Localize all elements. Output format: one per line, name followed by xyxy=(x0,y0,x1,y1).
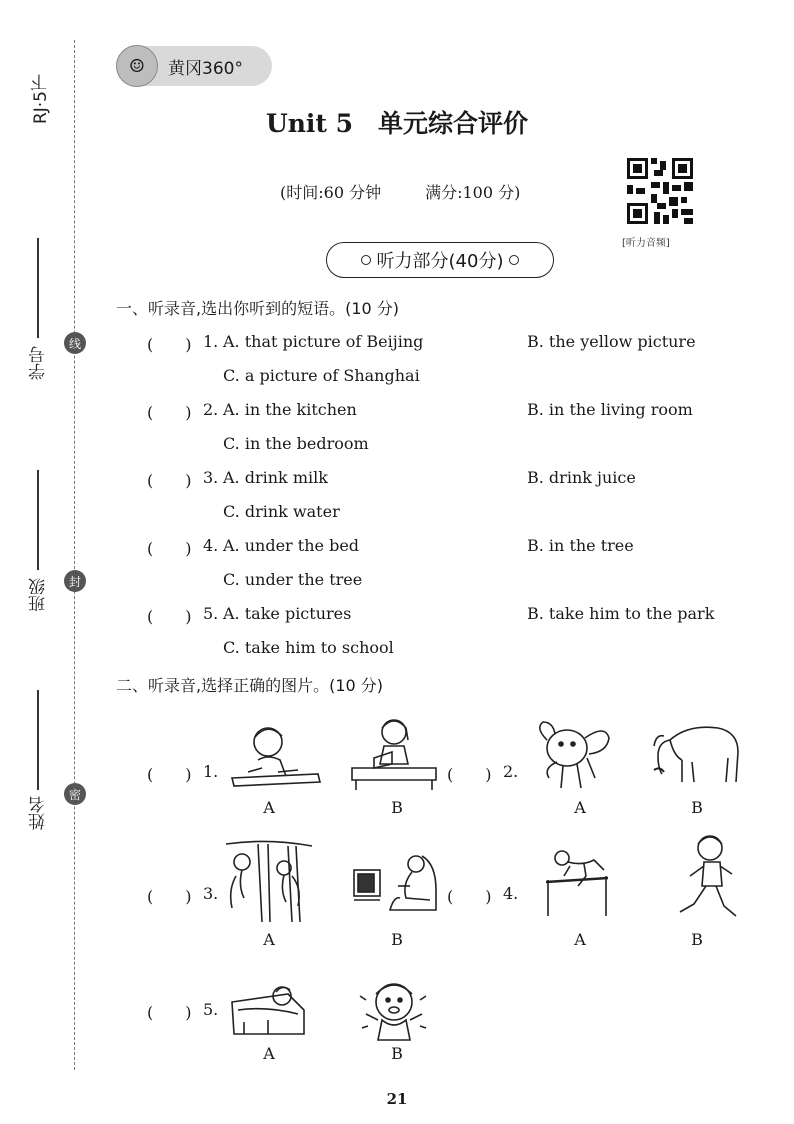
watching-tv-picture[interactable] xyxy=(350,850,440,914)
item-number: 5. xyxy=(203,604,219,623)
option-b: B. drink juice xyxy=(527,468,636,487)
answer-bracket[interactable]: ( ) xyxy=(147,887,192,906)
section-listening xyxy=(326,242,554,278)
exam-time: (时间:60 分钟 xyxy=(280,183,382,202)
option-c: C. drink water xyxy=(223,502,340,521)
option-c: C. under the tree xyxy=(223,570,363,589)
option-a: A. in the kitchen xyxy=(223,400,357,419)
qr-code-icon[interactable] xyxy=(627,158,693,224)
high-jump-picture[interactable] xyxy=(540,846,614,918)
binding-dashed-line xyxy=(74,40,75,1070)
item-number: 2. xyxy=(203,400,219,419)
answer-bracket[interactable]: ( ) xyxy=(147,539,192,558)
section-title: 听力部分(40分) xyxy=(376,251,504,272)
option-b: B. in the living room xyxy=(527,400,693,419)
item-number: 1. xyxy=(203,762,219,781)
page-number: 21 xyxy=(386,1090,408,1108)
scared-boy-picture[interactable] xyxy=(356,976,432,1044)
option-b: B. in the tree xyxy=(527,536,634,555)
option-b-label: B xyxy=(391,930,403,949)
option-b-label: B xyxy=(391,1044,403,1063)
option-a: A. drink milk xyxy=(223,468,328,487)
edition-label: RJ·5下 xyxy=(31,74,51,125)
class-label: 班级 xyxy=(29,578,49,612)
brand-name: 黄冈360° xyxy=(168,58,243,79)
exam-score: 满分:100 分) xyxy=(425,183,521,202)
option-c: C. a picture of Shanghai xyxy=(223,366,420,385)
circle-icon xyxy=(509,255,519,265)
exam-meta xyxy=(280,180,564,203)
class-blank[interactable] xyxy=(37,470,39,570)
circle-icon xyxy=(361,255,371,265)
option-a-label: A xyxy=(574,930,586,949)
monkeys-in-tree-picture[interactable] xyxy=(222,836,316,924)
brand-badge xyxy=(116,46,272,86)
answer-bracket[interactable]: ( ) xyxy=(147,765,192,784)
item-number: 3. xyxy=(203,468,219,487)
option-b-label: B xyxy=(691,930,703,949)
seal-mi: 密 xyxy=(64,783,86,805)
item-number: 5. xyxy=(203,1000,219,1019)
item-number: 4. xyxy=(203,536,219,555)
qr-label: [听力音频] xyxy=(622,238,670,249)
option-a: A. under the bed xyxy=(223,536,360,555)
option-a: A. that picture of Beijing xyxy=(223,332,424,351)
running-girl-picture[interactable] xyxy=(674,832,740,924)
student-id-blank[interactable] xyxy=(37,238,39,338)
option-c: C. in the bedroom xyxy=(223,434,369,453)
item-number: 3. xyxy=(203,884,219,903)
option-a-label: A xyxy=(574,798,586,817)
answer-bracket[interactable]: ( ) xyxy=(147,1003,192,1022)
option-b: B. take him to the park xyxy=(527,604,715,623)
item-number: 2. xyxy=(503,762,519,781)
answer-bracket[interactable]: ( ) xyxy=(447,765,492,784)
mascot-icon: ☺ xyxy=(116,45,158,87)
option-c: C. take him to school xyxy=(223,638,394,657)
option-a-label: A xyxy=(263,798,275,817)
answer-bracket[interactable]: ( ) xyxy=(147,335,192,354)
part1-heading: 一、听录音,选出你听到的短语。(10 分) xyxy=(116,299,400,318)
option-b: B. the yellow picture xyxy=(527,332,696,351)
option-a-label: A xyxy=(263,930,275,949)
sleeping-in-bed-picture[interactable] xyxy=(228,980,308,1038)
girl-reading-picture[interactable] xyxy=(348,714,440,794)
answer-bracket[interactable]: ( ) xyxy=(147,403,192,422)
option-a: A. take pictures xyxy=(223,604,352,623)
answer-bracket[interactable]: ( ) xyxy=(147,471,192,490)
student-id-label: 学号 xyxy=(29,346,49,380)
elephant-picture[interactable] xyxy=(648,722,742,788)
seal-feng: 封 xyxy=(64,570,86,592)
option-a-label: A xyxy=(263,1044,275,1063)
name-label: 姓名 xyxy=(29,796,49,830)
option-b-label: B xyxy=(391,798,403,817)
boy-writing-picture[interactable] xyxy=(228,720,324,792)
option-b-label: B xyxy=(691,798,703,817)
item-number: 4. xyxy=(503,884,519,903)
seal-xian: 线 xyxy=(64,332,86,354)
cartoon-elephant-picture[interactable] xyxy=(533,718,613,794)
item-number: 1. xyxy=(203,332,219,351)
name-blank[interactable] xyxy=(37,690,39,790)
part2-heading: 二、听录音,选择正确的图片。(10 分) xyxy=(116,676,384,695)
answer-bracket[interactable]: ( ) xyxy=(147,607,192,626)
answer-bracket[interactable]: ( ) xyxy=(447,887,492,906)
page-title: Unit 5 单元综合评价 xyxy=(265,109,529,138)
